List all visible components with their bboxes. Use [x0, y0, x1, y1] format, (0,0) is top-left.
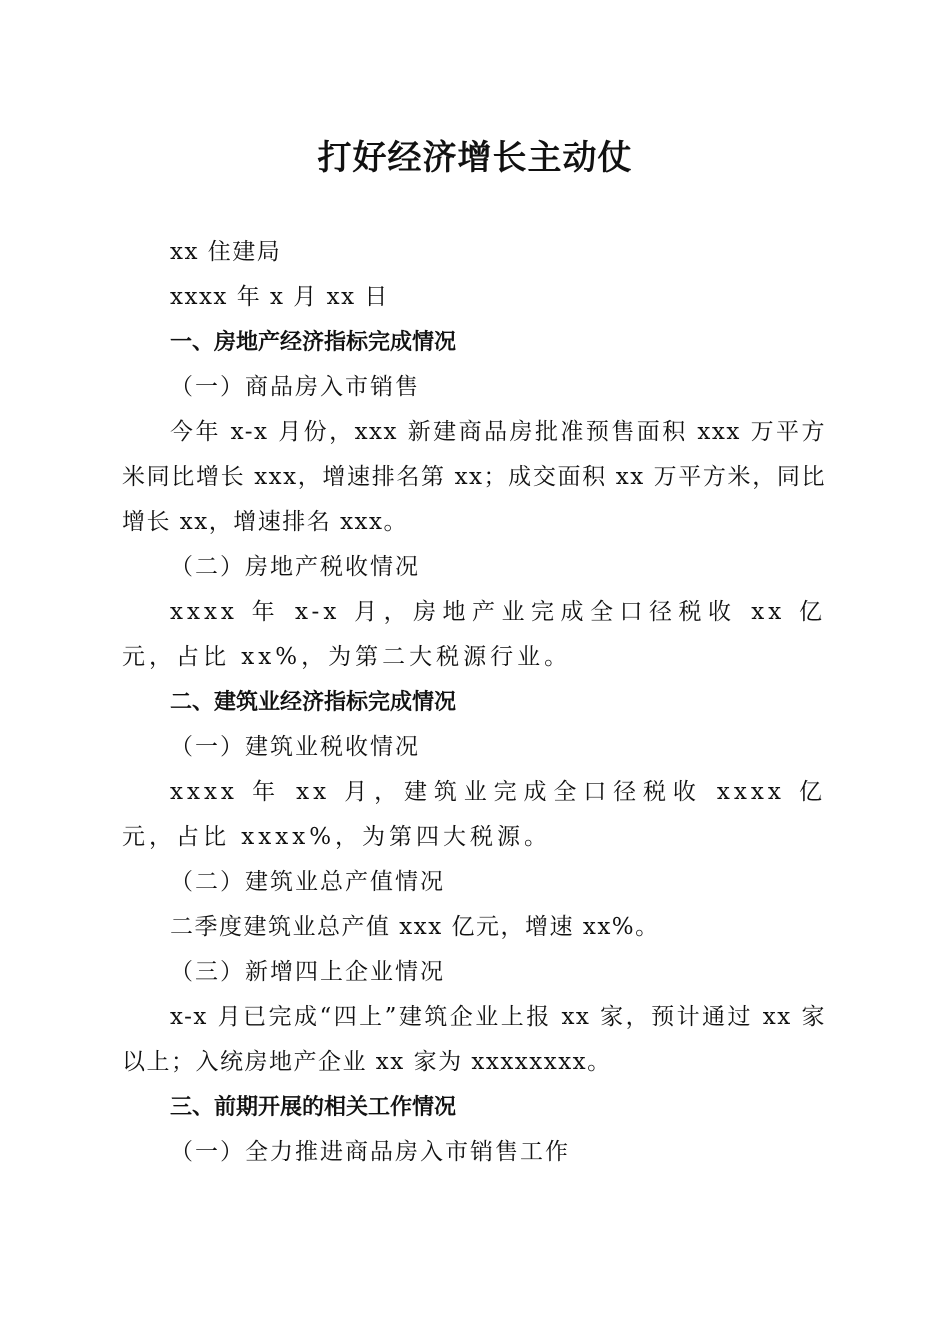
section-1-heading: 一、房地产经济指标完成情况 — [170, 330, 457, 355]
date-line: xxxx 年 x 月 xx 日 — [170, 284, 389, 310]
document-title: 打好经济增长主动仗 — [317, 138, 633, 178]
section-3-sub-1-heading: （一）全力推进商品房入市销售工作 — [170, 1139, 570, 1165]
section-2-sub-2-paragraph: 二季度建筑业总产值 xxx 亿元，增速 xx%。 — [170, 914, 660, 940]
section-1-sub-1-heading: （一）商品房入市销售 — [170, 374, 420, 400]
section-1-sub-2-heading: （二）房地产税收情况 — [170, 554, 420, 580]
section-2-sub-3-paragraph: x-x 月已完成“四上”建筑企业上报 xx 家，预计通过 xx 家以上；入统房地产企业 xx 家为 xxxxxxxx。 — [122, 1004, 826, 1075]
section-1-sub-2-paragraph: xxxx 年 x-x 月，房地产业完成全口径税收 xx 亿元，占比 xx%，为第二大税源行业。 — [122, 599, 826, 670]
section-3-heading: 三、前期开展的相关工作情况 — [170, 1095, 457, 1120]
section-1-sub-1-paragraph: 今年 x-x 月份，xxx 新建商品房批准预售面积 xxx 万平方米同比增长 xxx，增速排名第 xx；成交面积 xx 万平方米，同比增长 xx，增速排名 xxx。 — [122, 419, 826, 535]
section-2-sub-2-heading: （二）建筑业总产值情况 — [170, 869, 445, 895]
section-2-sub-3-heading: （三）新增四上企业情况 — [170, 959, 445, 985]
author-line: xx 住建局 — [170, 239, 282, 265]
document-body — [122, 230, 826, 1175]
section-2-heading: 二、建筑业经济指标完成情况 — [170, 690, 457, 715]
section-2-sub-1-paragraph: xxxx 年 xx 月，建筑业完成全口径税收 xxxx 亿元，占比 xxxx%，为第四大税源。 — [122, 779, 826, 850]
section-2-sub-1-heading: （一）建筑业税收情况 — [170, 734, 420, 760]
